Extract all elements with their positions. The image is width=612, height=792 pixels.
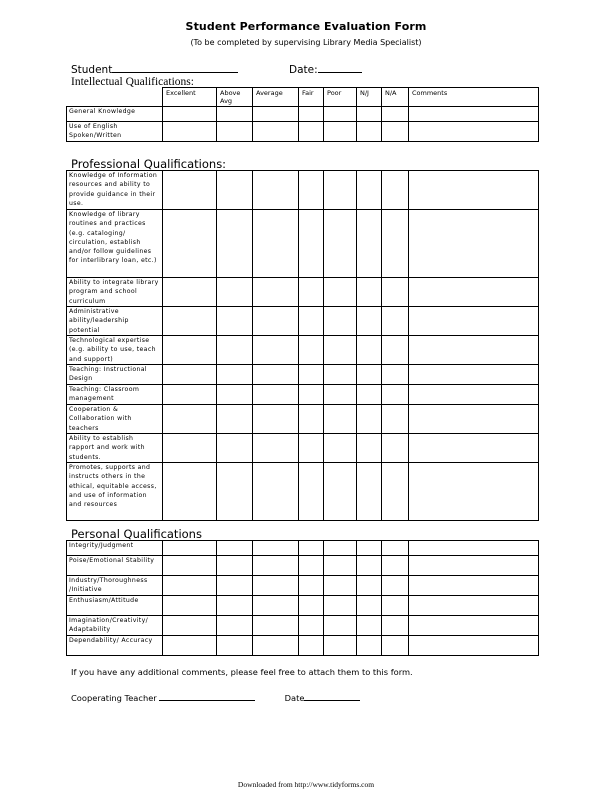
rating-cell-n-a[interactable] bbox=[382, 541, 409, 556]
rating-cell-n-j[interactable] bbox=[357, 307, 382, 336]
rating-cell-above-avg[interactable] bbox=[217, 434, 253, 463]
personal-criterion-label: Poise/Emotional Stability bbox=[67, 556, 163, 576]
professional-row bbox=[67, 171, 539, 210]
rating-cell-fair[interactable] bbox=[299, 463, 324, 521]
rating-cell-above-avg[interactable] bbox=[217, 616, 253, 636]
column-header-poor: Poor bbox=[324, 88, 357, 107]
rating-cell-poor[interactable] bbox=[324, 171, 357, 210]
comments-cell[interactable] bbox=[409, 463, 539, 521]
cooperating-teacher-label: Cooperating Teacher bbox=[71, 693, 157, 703]
comments-cell[interactable] bbox=[409, 107, 539, 122]
personal-row bbox=[67, 556, 539, 576]
rating-cell-above-avg[interactable] bbox=[217, 336, 253, 365]
rating-cell-excellent[interactable] bbox=[163, 336, 217, 365]
rating-cell-n-a[interactable] bbox=[382, 556, 409, 576]
professional-heading: Professional Qualifications: bbox=[71, 157, 227, 171]
rating-cell-fair[interactable] bbox=[299, 307, 324, 336]
professional-criterion-label: Cooperation & Collaboration with teachers bbox=[67, 405, 163, 434]
footer-download-note: Downloaded from http://www.tidyforms.com bbox=[237, 780, 375, 789]
rating-cell-average[interactable] bbox=[253, 122, 299, 142]
rating-cell-average[interactable] bbox=[253, 636, 299, 656]
rating-cell-n-a[interactable] bbox=[382, 405, 409, 434]
intellectual-header-row bbox=[67, 88, 539, 107]
rating-cell-above-avg[interactable] bbox=[217, 107, 253, 122]
rating-cell-fair[interactable] bbox=[299, 434, 324, 463]
rating-cell-poor[interactable] bbox=[324, 434, 357, 463]
rating-cell-n-j[interactable] bbox=[357, 596, 382, 616]
rating-cell-above-avg[interactable] bbox=[217, 122, 253, 142]
rating-cell-poor[interactable] bbox=[324, 596, 357, 616]
rating-cell-average[interactable] bbox=[253, 336, 299, 365]
cooperating-teacher-line[interactable] bbox=[159, 690, 255, 701]
rating-cell-excellent[interactable] bbox=[163, 463, 217, 521]
professional-table bbox=[66, 170, 539, 521]
rating-cell-n-j[interactable] bbox=[357, 556, 382, 576]
rating-cell-n-a[interactable] bbox=[382, 122, 409, 142]
rating-cell-excellent[interactable] bbox=[163, 556, 217, 576]
rating-cell-poor[interactable] bbox=[324, 307, 357, 336]
rating-cell-n-a[interactable] bbox=[382, 336, 409, 365]
professional-row bbox=[67, 210, 539, 278]
rating-cell-fair[interactable] bbox=[299, 210, 324, 278]
rating-cell-above-avg[interactable] bbox=[217, 171, 253, 210]
column-header-comments: Comments bbox=[409, 88, 539, 107]
rating-cell-n-a[interactable] bbox=[382, 385, 409, 405]
rating-cell-fair[interactable] bbox=[299, 541, 324, 556]
rating-cell-excellent[interactable] bbox=[163, 278, 217, 307]
personal-table bbox=[66, 540, 539, 656]
rating-cell-excellent[interactable] bbox=[163, 541, 217, 556]
personal-criterion-label: Imagination/Creativity/ Adaptability bbox=[67, 616, 163, 636]
comments-cell[interactable] bbox=[409, 307, 539, 336]
rating-cell-average[interactable] bbox=[253, 385, 299, 405]
rating-cell-excellent[interactable] bbox=[163, 365, 217, 385]
rating-cell-n-j[interactable] bbox=[357, 278, 382, 307]
rating-cell-fair[interactable] bbox=[299, 556, 324, 576]
rating-cell-n-a[interactable] bbox=[382, 616, 409, 636]
rating-cell-poor[interactable] bbox=[324, 556, 357, 576]
rating-cell-poor[interactable] bbox=[324, 365, 357, 385]
rating-cell-excellent[interactable] bbox=[163, 171, 217, 210]
rating-cell-excellent[interactable] bbox=[163, 307, 217, 336]
form-subtitle: (To be completed by supervising Library Media Specialist) bbox=[190, 38, 422, 47]
professional-row bbox=[67, 434, 539, 463]
rating-cell-average[interactable] bbox=[253, 616, 299, 636]
rating-cell-n-j[interactable] bbox=[357, 365, 382, 385]
professional-criterion-label: Knowledge of Information resources and ability to provide guidance in their use. bbox=[67, 171, 163, 210]
rating-cell-n-j[interactable] bbox=[357, 210, 382, 278]
comments-cell[interactable] bbox=[409, 596, 539, 616]
rating-cell-n-j[interactable] bbox=[357, 107, 382, 122]
rating-cell-n-j[interactable] bbox=[357, 434, 382, 463]
rating-cell-above-avg[interactable] bbox=[217, 385, 253, 405]
rating-cell-n-j[interactable] bbox=[357, 405, 382, 434]
cooperating-teacher-field bbox=[71, 690, 360, 703]
rating-cell-excellent[interactable] bbox=[163, 434, 217, 463]
rating-cell-above-avg[interactable] bbox=[217, 278, 253, 307]
rating-cell-n-a[interactable] bbox=[382, 210, 409, 278]
comments-cell[interactable] bbox=[409, 541, 539, 556]
rating-cell-n-a[interactable] bbox=[382, 278, 409, 307]
rating-cell-poor[interactable] bbox=[324, 463, 357, 521]
rating-cell-average[interactable] bbox=[253, 556, 299, 576]
personal-criterion-label: Enthusiasm/Attitude bbox=[67, 596, 163, 616]
comments-cell[interactable] bbox=[409, 405, 539, 434]
rating-cell-n-a[interactable] bbox=[382, 463, 409, 521]
rating-cell-above-avg[interactable] bbox=[217, 463, 253, 521]
column-header-n-j: N/J bbox=[357, 88, 382, 107]
intellectual-header-blank bbox=[67, 88, 163, 107]
comments-cell[interactable] bbox=[409, 122, 539, 142]
intellectual-row bbox=[67, 122, 539, 142]
rating-cell-poor[interactable] bbox=[324, 405, 357, 434]
rating-cell-fair[interactable] bbox=[299, 636, 324, 656]
rating-cell-average[interactable] bbox=[253, 434, 299, 463]
rating-cell-poor[interactable] bbox=[324, 385, 357, 405]
rating-cell-excellent[interactable] bbox=[163, 616, 217, 636]
rating-cell-excellent[interactable] bbox=[163, 596, 217, 616]
rating-cell-average[interactable] bbox=[253, 541, 299, 556]
rating-cell-above-avg[interactable] bbox=[217, 636, 253, 656]
rating-cell-poor[interactable] bbox=[324, 336, 357, 365]
column-header-average: Average bbox=[253, 88, 299, 107]
rating-cell-average[interactable] bbox=[253, 307, 299, 336]
rating-cell-fair[interactable] bbox=[299, 278, 324, 307]
rating-cell-n-a[interactable] bbox=[382, 576, 409, 596]
personal-row bbox=[67, 636, 539, 656]
rating-cell-above-avg[interactable] bbox=[217, 596, 253, 616]
rating-cell-n-j[interactable] bbox=[357, 122, 382, 142]
rating-cell-poor[interactable] bbox=[324, 541, 357, 556]
date-input-line[interactable] bbox=[318, 62, 362, 73]
rating-cell-n-a[interactable] bbox=[382, 636, 409, 656]
rating-cell-fair[interactable] bbox=[299, 405, 324, 434]
comments-cell[interactable] bbox=[409, 336, 539, 365]
professional-row bbox=[67, 307, 539, 336]
professional-row bbox=[67, 365, 539, 385]
rating-cell-n-j[interactable] bbox=[357, 541, 382, 556]
rating-cell-average[interactable] bbox=[253, 278, 299, 307]
rating-cell-excellent[interactable] bbox=[163, 405, 217, 434]
comments-cell[interactable] bbox=[409, 434, 539, 463]
student-field bbox=[71, 62, 238, 76]
rating-cell-average[interactable] bbox=[253, 463, 299, 521]
comments-cell[interactable] bbox=[409, 576, 539, 596]
form-title: Student Performance Evaluation Form bbox=[185, 20, 427, 33]
rating-cell-n-j[interactable] bbox=[357, 636, 382, 656]
rating-cell-above-avg[interactable] bbox=[217, 576, 253, 596]
rating-cell-excellent[interactable] bbox=[163, 122, 217, 142]
comments-cell[interactable] bbox=[409, 636, 539, 656]
student-input-line[interactable] bbox=[112, 62, 238, 73]
rating-cell-excellent[interactable] bbox=[163, 636, 217, 656]
professional-criterion-label: Ability to establish rapport and work with students. bbox=[67, 434, 163, 463]
professional-criterion-label: Ability to integrate library program and school curriculum bbox=[67, 278, 163, 307]
personal-row bbox=[67, 541, 539, 556]
professional-criterion-label: Administrative ability/leadership potential bbox=[67, 307, 163, 336]
personal-row bbox=[67, 616, 539, 636]
rating-cell-fair[interactable] bbox=[299, 365, 324, 385]
personal-criterion-label: Integrity/Judgment bbox=[67, 541, 163, 556]
rating-cell-n-j[interactable] bbox=[357, 576, 382, 596]
rating-cell-average[interactable] bbox=[253, 107, 299, 122]
rating-cell-n-a[interactable] bbox=[382, 434, 409, 463]
professional-row bbox=[67, 405, 539, 434]
rating-cell-excellent[interactable] bbox=[163, 576, 217, 596]
rating-cell-poor[interactable] bbox=[324, 122, 357, 142]
professional-criterion-label: Promotes, supports and instructs others in the ethical, equitable access, and use of information and resources bbox=[67, 463, 163, 521]
rating-cell-n-j[interactable] bbox=[357, 171, 382, 210]
rating-cell-average[interactable] bbox=[253, 210, 299, 278]
rating-cell-n-a[interactable] bbox=[382, 365, 409, 385]
intellectual-criterion-label: General Knowledge bbox=[67, 107, 163, 122]
rating-cell-above-avg[interactable] bbox=[217, 307, 253, 336]
professional-row bbox=[67, 385, 539, 405]
rating-cell-poor[interactable] bbox=[324, 107, 357, 122]
rating-cell-fair[interactable] bbox=[299, 336, 324, 365]
rating-cell-n-a[interactable] bbox=[382, 596, 409, 616]
personal-criterion-label: Industry/Thoroughness /Initiative bbox=[67, 576, 163, 596]
comments-cell[interactable] bbox=[409, 210, 539, 278]
rating-cell-fair[interactable] bbox=[299, 596, 324, 616]
rating-cell-average[interactable] bbox=[253, 405, 299, 434]
personal-heading: Personal Qualifications bbox=[71, 527, 202, 541]
rating-cell-n-a[interactable] bbox=[382, 171, 409, 210]
comments-cell[interactable] bbox=[409, 171, 539, 210]
rating-cell-average[interactable] bbox=[253, 171, 299, 210]
rating-cell-poor[interactable] bbox=[324, 576, 357, 596]
rating-cell-n-a[interactable] bbox=[382, 107, 409, 122]
date-field bbox=[289, 62, 362, 76]
rating-cell-excellent[interactable] bbox=[163, 107, 217, 122]
rating-cell-poor[interactable] bbox=[324, 210, 357, 278]
intellectual-criterion-label: Use of English Spoken/Written bbox=[67, 122, 163, 142]
column-header-excellent: Excellent bbox=[163, 88, 217, 107]
teacher-date-line[interactable] bbox=[304, 690, 360, 701]
column-header-fair: Fair bbox=[299, 88, 324, 107]
rating-cell-average[interactable] bbox=[253, 596, 299, 616]
teacher-date-label: Date bbox=[284, 693, 305, 703]
rating-cell-fair[interactable] bbox=[299, 122, 324, 142]
rating-cell-fair[interactable] bbox=[299, 107, 324, 122]
date-label: Date: bbox=[289, 64, 318, 76]
rating-cell-fair[interactable] bbox=[299, 616, 324, 636]
personal-criterion-label: Dependability/ Accuracy bbox=[67, 636, 163, 656]
professional-criterion-label: Teaching: Classroom management bbox=[67, 385, 163, 405]
comments-cell[interactable] bbox=[409, 385, 539, 405]
professional-row bbox=[67, 336, 539, 365]
comments-cell[interactable] bbox=[409, 616, 539, 636]
professional-criterion-label: Knowledge of library routines and practices (e.g. cataloging/ circulation, establish and/or follow guidelines for interlibrary loan, etc.) bbox=[67, 210, 163, 278]
rating-cell-excellent[interactable] bbox=[163, 385, 217, 405]
rating-cell-n-j[interactable] bbox=[357, 616, 382, 636]
rating-cell-fair[interactable] bbox=[299, 171, 324, 210]
rating-cell-poor[interactable] bbox=[324, 636, 357, 656]
rating-cell-n-a[interactable] bbox=[382, 307, 409, 336]
rating-cell-poor[interactable] bbox=[324, 616, 357, 636]
rating-cell-above-avg[interactable] bbox=[217, 405, 253, 434]
rating-cell-n-j[interactable] bbox=[357, 463, 382, 521]
comments-cell[interactable] bbox=[409, 365, 539, 385]
rating-cell-above-avg[interactable] bbox=[217, 541, 253, 556]
professional-criterion-label: Technological expertise (e.g. ability to use, teach and support) bbox=[67, 336, 163, 365]
professional-row bbox=[67, 463, 539, 521]
rating-cell-excellent[interactable] bbox=[163, 210, 217, 278]
professional-row bbox=[67, 278, 539, 307]
additional-comments-note: If you have any additional comments, please feel free to attach them to this form. bbox=[71, 667, 413, 677]
personal-row bbox=[67, 576, 539, 596]
rating-cell-above-avg[interactable] bbox=[217, 210, 253, 278]
column-header-above-avg: Above Avg bbox=[217, 88, 253, 107]
intellectual-table bbox=[66, 87, 539, 142]
comments-cell[interactable] bbox=[409, 278, 539, 307]
professional-criterion-label: Teaching: Instructional Design bbox=[67, 365, 163, 385]
rating-cell-fair[interactable] bbox=[299, 385, 324, 405]
rating-cell-above-avg[interactable] bbox=[217, 556, 253, 576]
rating-cell-average[interactable] bbox=[253, 365, 299, 385]
rating-cell-n-j[interactable] bbox=[357, 336, 382, 365]
rating-cell-above-avg[interactable] bbox=[217, 365, 253, 385]
rating-cell-poor[interactable] bbox=[324, 278, 357, 307]
column-header-n-a: N/A bbox=[382, 88, 409, 107]
intellectual-row bbox=[67, 107, 539, 122]
comments-cell[interactable] bbox=[409, 556, 539, 576]
personal-row bbox=[67, 596, 539, 616]
student-label: Student bbox=[71, 64, 113, 76]
rating-cell-fair[interactable] bbox=[299, 576, 324, 596]
intellectual-heading: Intellectual Qualifications: bbox=[71, 76, 194, 88]
rating-cell-average[interactable] bbox=[253, 576, 299, 596]
rating-cell-n-j[interactable] bbox=[357, 385, 382, 405]
